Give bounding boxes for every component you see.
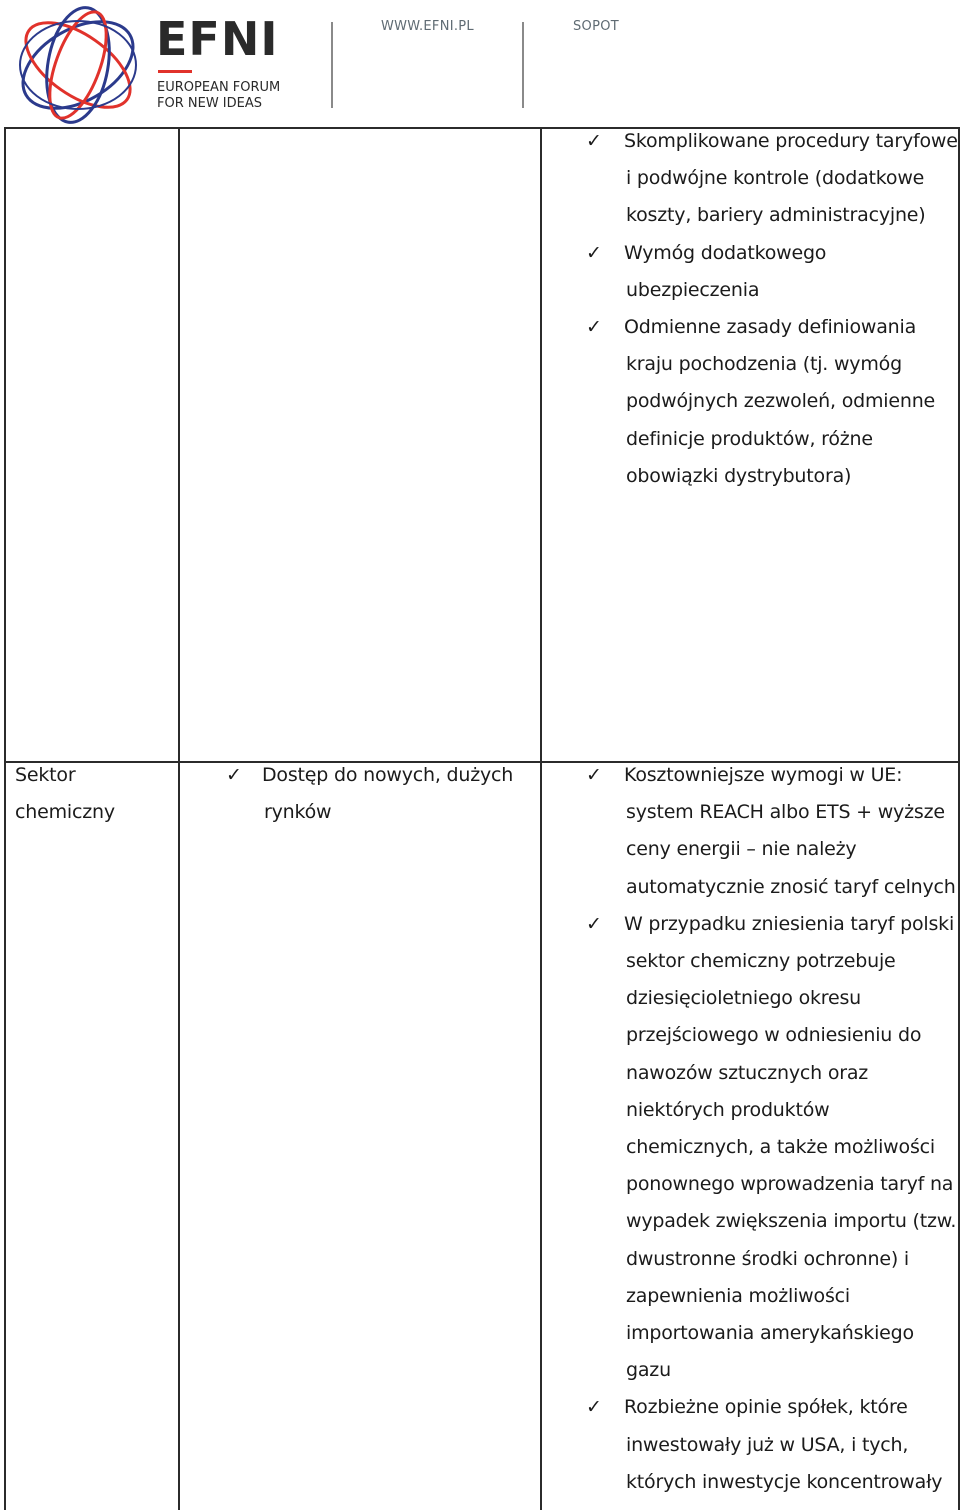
list-item-line: chemicznych, a także możliwości: [626, 1136, 935, 1159]
website-link[interactable]: WWW.EFNI.PL: [381, 19, 474, 34]
list-item-line: i podwójne kontrole (dodatkowe: [626, 167, 925, 190]
list-item-line: gazu: [626, 1359, 671, 1382]
header-divider: [331, 22, 333, 108]
list-item-line: Rozbieżne opinie spółek, które: [624, 1396, 908, 1419]
list-item-line: Skomplikowane procedury taryfowe: [624, 130, 958, 152]
list-item-line: importowania amerykańskiego: [626, 1322, 914, 1345]
list-item-line: ponownego wprowadzenia taryf na: [626, 1173, 954, 1196]
list-item-line: automatycznie znosić taryf celnych: [626, 875, 956, 898]
location-label: SOPOT: [573, 19, 619, 34]
list-item-line: inwestowały już w USA, i tych,: [626, 1433, 909, 1456]
list-item-line: definicje produktów, różne: [626, 427, 873, 450]
list-item-line: Odmienne zasady definiowania: [624, 316, 917, 338]
checkmark-icon: ✓: [586, 912, 602, 935]
list-item-line: koszty, bariery administracyjne): [626, 204, 926, 227]
list-item-line: ubezpieczenia: [626, 278, 760, 301]
checkmark-icon: ✓: [586, 1396, 602, 1419]
table-border-col2: [540, 127, 542, 1510]
list-item: [624, 757, 956, 906]
list-item-line: Dostęp do nowych, dużych: [262, 764, 514, 786]
list-item: [624, 906, 956, 1390]
list-item-line: sektor chemiczny potrzebuje: [626, 950, 896, 972]
header-divider: [522, 22, 524, 108]
list-item: [262, 757, 513, 831]
sector-label-line: chemiczny: [15, 801, 115, 824]
checkmark-icon: ✓: [586, 130, 602, 152]
sector-label: [15, 757, 115, 831]
list-item-line: podwójnych zezwoleń, odmienne: [626, 390, 936, 413]
comparison-table: [4, 127, 959, 1510]
list-item-line: ceny energii – nie należy: [626, 838, 857, 861]
checkmark-icon: ✓: [586, 241, 602, 264]
list-item: [624, 1389, 942, 1501]
logo-accent-rule: [158, 70, 192, 73]
checkmark-icon: ✓: [586, 764, 602, 786]
table-border-right: [958, 127, 960, 1510]
list-item-line: zapewnienia możliwości: [626, 1284, 850, 1307]
list-item-line: W przypadku zniesienia taryf polski: [624, 912, 955, 935]
logo-subtitle-line2: FOR NEW IDEAS: [157, 96, 263, 111]
page-header: [0, 0, 960, 128]
list-item: [624, 123, 958, 235]
sector-label-line: Sektor: [15, 764, 76, 786]
list-item-line: system REACH albo ETS + wyższe: [626, 801, 945, 824]
list-item-line: nawozów sztucznych oraz: [626, 1061, 869, 1084]
checkmark-icon: ✓: [226, 764, 242, 786]
logo-wordmark: EFNI: [156, 12, 279, 66]
table-border-col1: [178, 127, 180, 1510]
checkmark-icon: ✓: [586, 316, 602, 338]
list-item-line: kraju pochodzenia (tj. wymóg: [626, 353, 902, 376]
list-item-line: niektórych produktów: [626, 1098, 830, 1121]
list-item: [624, 235, 826, 309]
list-item-line: których inwestycje koncentrowały: [626, 1470, 943, 1493]
list-item-line: przejściowego w odniesieniu do: [626, 1024, 922, 1047]
list-item: [624, 309, 935, 495]
list-item-line: dwustronne środki ochronne) i: [626, 1247, 909, 1270]
list-item-line: Wymóg dodatkowego: [624, 241, 827, 264]
list-item-line: rynków: [264, 801, 332, 824]
list-item-line: obowiązki dystrybutora): [626, 464, 852, 487]
list-item-line: Kosztowniejsze wymogi w UE:: [624, 764, 903, 786]
efni-globe-logo-icon: [14, 2, 146, 128]
list-item-line: dziesięcioletniego okresu: [626, 987, 862, 1010]
table-border-left: [4, 127, 6, 1510]
list-item-line: wypadek zwiększenia importu (tzw.: [626, 1210, 957, 1233]
logo-subtitle-line1: EUROPEAN FORUM: [157, 80, 281, 95]
